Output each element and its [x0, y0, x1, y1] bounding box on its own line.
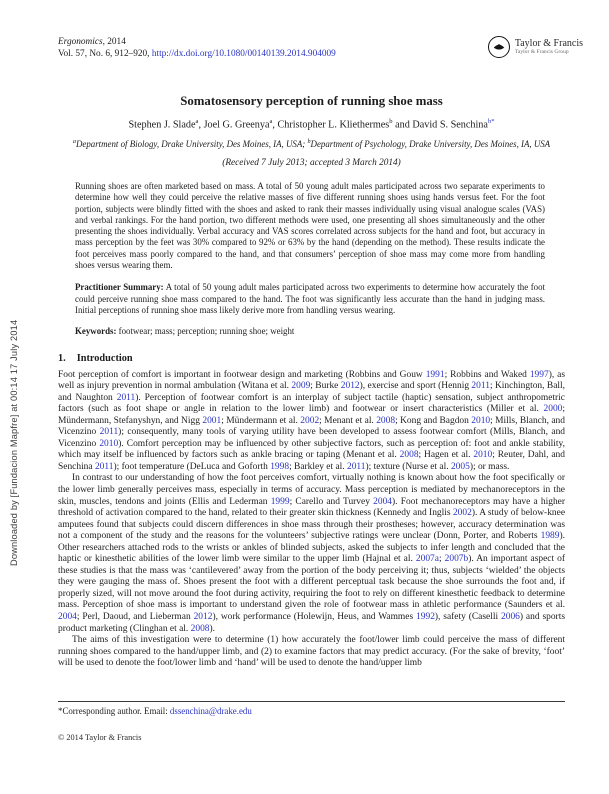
received-dates: (Received 7 July 2013; accepted 3 March 2014) [222, 157, 401, 168]
body-paragraph: Foot perception of comfort is important in footwear design and marketing (Robbins and Gouw 1991; Robbins and Waked 1997), as well as injury prevention in normal ambulation (Witana et al. 2009; Burke 2012), exercise and sport (Hennig 2011; Kinchington, Ball, and Naughton 2011). Perception of footwear comfort is an interplay of subject tactile (haptic) sensation, subject anthropometric factors (such as foot shape or angle in relation to the lower limb) and footwear or insert characteristics (Miller et al. 2000; Mündermann, Stefanyshyn, and Nigg 2001; Mündermann et al. 2002; Menant et al. 2008; Kong and Bagdon 2010; Mills, Blanch, and Vicenzino 2011); consequently, many tools of varying utility have been developed to assess footwear comfort (Mills, Blanch, and Vicenzino 2010). Comfort perception may be influenced by other subjective factors, such as perception of: foot and ankle stability, which may itself be influenced by factors such as ankle bracing or taping (Menant et al. 2008; Hagen et al. 2010; Reuter, Dahl, and Senchina 2011); foot temperature (DeLuca and Goforth 1998; Barkley et al. 2011); texture (Nurse et al. 2005); or mass. [58, 369, 566, 472]
section-heading-introduction [58, 353, 565, 364]
author-affiliation-sup[interactable]: b* [487, 117, 495, 125]
practitioner-label: Practitioner Summary: [75, 282, 164, 293]
affiliation-text: Department of Psychology, Drake University, Des Moines, IA, USA [310, 138, 551, 149]
body-paragraph: In contrast to our understanding of how the foot perceives comfort, virtually nothing is known about how the foot specifically or the lower limb generally perceives mass, especially in terms of accuracy. Mass perception is mediated by mechanoreceptors in the skin, muscles, tendons and joints (Ellis and Lederman 1999; Carello and Turvey 2004). Foot mechanoreceptors may have a higher threshold of activation compared to the hand, related to their greater skin thickness (Kennedy and Inglis 2002). A study of below-knee amputees found that subjects could discern differences in shoe mass through their prostheses; however, accuracy determination was not a component of the study and the reasons for the volunteers’ subjective ratings were unclear (Donn, Porter, and Roberts 1989). Other researchers attached rods to the wrists or ankles of blinded subjects, asked the subjects to infer length and concluded that the haptic or kinesthetic abilities of the lower limb were similar to the upper limb (Hajnal et al. 2007a; 2007b). An important aspect of these studies is that the mass was ‘cantilevered’ away from the portion of the body perceiving it; thus, subjects ‘wielded’ the objects they were gauging the mass of. Shoes present the foot with a different perceptual task because the shoe surrounds the foot and, if properly sized, will not move around the foot during activity, requiring the foot to rely on different kinesthetic feedback to determine mass. Perception of shoe mass is important to understand given the role of footwear mass in athletic performance (Saunders et al. 2004; Perl, Daoud, and Lieberman 2012), work performance (Holewijn, Heus, and Wammes 1992), safety (Caselli 2006) and sports product marketing (Clinghan et al. 2008). [58, 473, 566, 634]
publisher-name: Taylor & Francis [514, 37, 583, 49]
keywords-label: Keywords: [75, 326, 117, 337]
citation-year-link[interactable]: 2004 [373, 496, 393, 507]
corresponding-author-footnote: *Corresponding author. Email: dssenchina@drake.edu [58, 706, 252, 716]
publisher-group: Taylor & Francis Group [514, 48, 569, 55]
author-name: and David S. Senchina [392, 118, 488, 130]
citation-year-link[interactable]: 2008 [399, 450, 419, 461]
abstract-block [75, 181, 545, 338]
author-name: , Joel G. Greenya [198, 118, 270, 130]
affiliation-sup: b [307, 137, 311, 145]
email-link[interactable]: dssenchina@drake.edu [169, 706, 252, 716]
citation-year-link[interactable]: 2011 [99, 427, 119, 438]
author-name: Stephen J. Slade [128, 118, 196, 130]
citation-year-link[interactable]: 2007b [444, 554, 469, 565]
journal-line: Ergonomics, 2014 [58, 37, 126, 47]
citation-year-link[interactable]: 1992 [416, 612, 435, 622]
citation-year-link[interactable]: 2005 [450, 461, 470, 472]
author-affiliation-sup: a [195, 117, 199, 125]
introduction-paragraphs [58, 370, 565, 670]
taylor-francis-logo-icon [488, 36, 510, 58]
citation-year-link[interactable]: 2012 [340, 381, 360, 392]
section-title: Introduction [76, 352, 133, 364]
body-paragraph: The aims of this investigation were to determine (1) how accurately the foot/lower limb could perceive the mass of different running shoes compared to the hand/upper limb, and (2) to examine factors that may predict accuracy. (For the sake of brevity, ‘foot’ will be used to denote the foot/lower limb and ‘hand’ will be used to denote the hand/upper limb [58, 635, 565, 669]
citation-year-link[interactable]: 2010 [473, 450, 493, 461]
citation-year-link[interactable]: 2011 [471, 381, 490, 392]
copyright-line: © 2014 Taylor & Francis [58, 733, 142, 742]
citation-year-link[interactable]: 1997 [529, 369, 549, 380]
citation-year-link[interactable]: 2006 [501, 612, 520, 622]
abstract-text: Running shoes are often marketed based on mass. A total of 50 young adult males participated across two separate experiments to determine how well they could perceive the relative masses of five different running shoes using hands versus feet. For the foot portion, subjects were blindly fitted with the shoes and asked to rank their masses individually using visual analogue scales (VAS) and verbal rankings. For the hand portion, two different methods were used, one presenting all shoes simultaneously and the other presenting the shoes individually. Verbal accuracy and VAS scores correlated across subjects for the hand and foot, but accuracy in mass perception by the feet was 30% compared to 92% or 63% by the hand (depending on the method). These results indicate the foot perceives mass poorly compared to the hand, and that consumers’ perception of shoe mass may come more from handling shoes versus wearing them. [75, 180, 545, 271]
citation-year-link[interactable]: 1989 [540, 531, 560, 542]
citation-year-link[interactable]: 2001 [202, 415, 222, 426]
author-affiliation-sup: b [389, 117, 393, 125]
affiliation-sup: a [72, 137, 76, 145]
journal-name: Ergonomics [58, 37, 103, 47]
author-name: , Christopher L. Kliethermes [272, 118, 390, 130]
citation-year-link[interactable]: 2009 [291, 381, 311, 392]
citation-year-link[interactable]: 2007a [415, 554, 439, 565]
citation-year-link[interactable]: 2011 [94, 461, 114, 472]
taylor-francis-logo-text [515, 39, 583, 56]
citation-year-link[interactable]: 2004 [58, 612, 77, 622]
citation-year-link[interactable]: 2010 [471, 415, 491, 426]
citation-year-link[interactable]: 2008 [190, 623, 210, 634]
citation-year-link[interactable]: 1991 [425, 369, 445, 380]
citation-year-link[interactable]: 2010 [99, 438, 119, 449]
keywords-line: Keywords: footwear; mass; perception; running shoe; weight [75, 326, 295, 337]
author-affiliation-sup: a [269, 117, 273, 125]
affiliations [58, 138, 565, 149]
author-list [58, 118, 565, 130]
volume-line: Vol. 57, No. 6, 912–920, http://dx.doi.org/10.1080/00140139.2014.904009 [58, 48, 336, 59]
taylor-francis-logo [488, 36, 583, 58]
citation-year-link[interactable]: 2000 [543, 404, 563, 415]
citation-year-link[interactable]: 1998 [270, 461, 290, 472]
citation-year-link[interactable]: 2002 [452, 508, 472, 519]
page-footer [58, 699, 565, 794]
citation-year-link[interactable]: 2002 [300, 415, 320, 426]
practitioner-summary: Practitioner Summary: A total of 50 young adult males participated across two experiments to determine how accurately the foot could perceive running shoe mass compared to the hand. The foot was significantly less accurate than the hand in judging mass. Initial perceptions of running shoe mass likely derive more from handling versus wearing. [75, 282, 545, 315]
section-number: 1. [58, 352, 66, 364]
affiliation-text: Department of Biology, Drake University, Des Moines, IA, USA; [75, 138, 308, 149]
article-title: Somatosensory perception of running shoe mass [180, 93, 443, 108]
article-body [58, 94, 565, 670]
citation-year-link[interactable]: 2012 [193, 612, 213, 622]
footnote-rule [58, 701, 565, 702]
citation-year-link[interactable]: 2008 [376, 415, 396, 426]
doi-link[interactable]: http://dx.doi.org/10.1080/00140139.2014.904009 [151, 48, 336, 59]
download-watermark: Downloaded by [Fundacion Mapfre] at 00:14 17 July 2014 [9, 319, 19, 566]
citation-year-link[interactable]: 1999 [270, 496, 290, 507]
citation-year-link[interactable]: 2011 [116, 392, 136, 403]
citation-year-link[interactable]: 2011 [346, 461, 366, 472]
